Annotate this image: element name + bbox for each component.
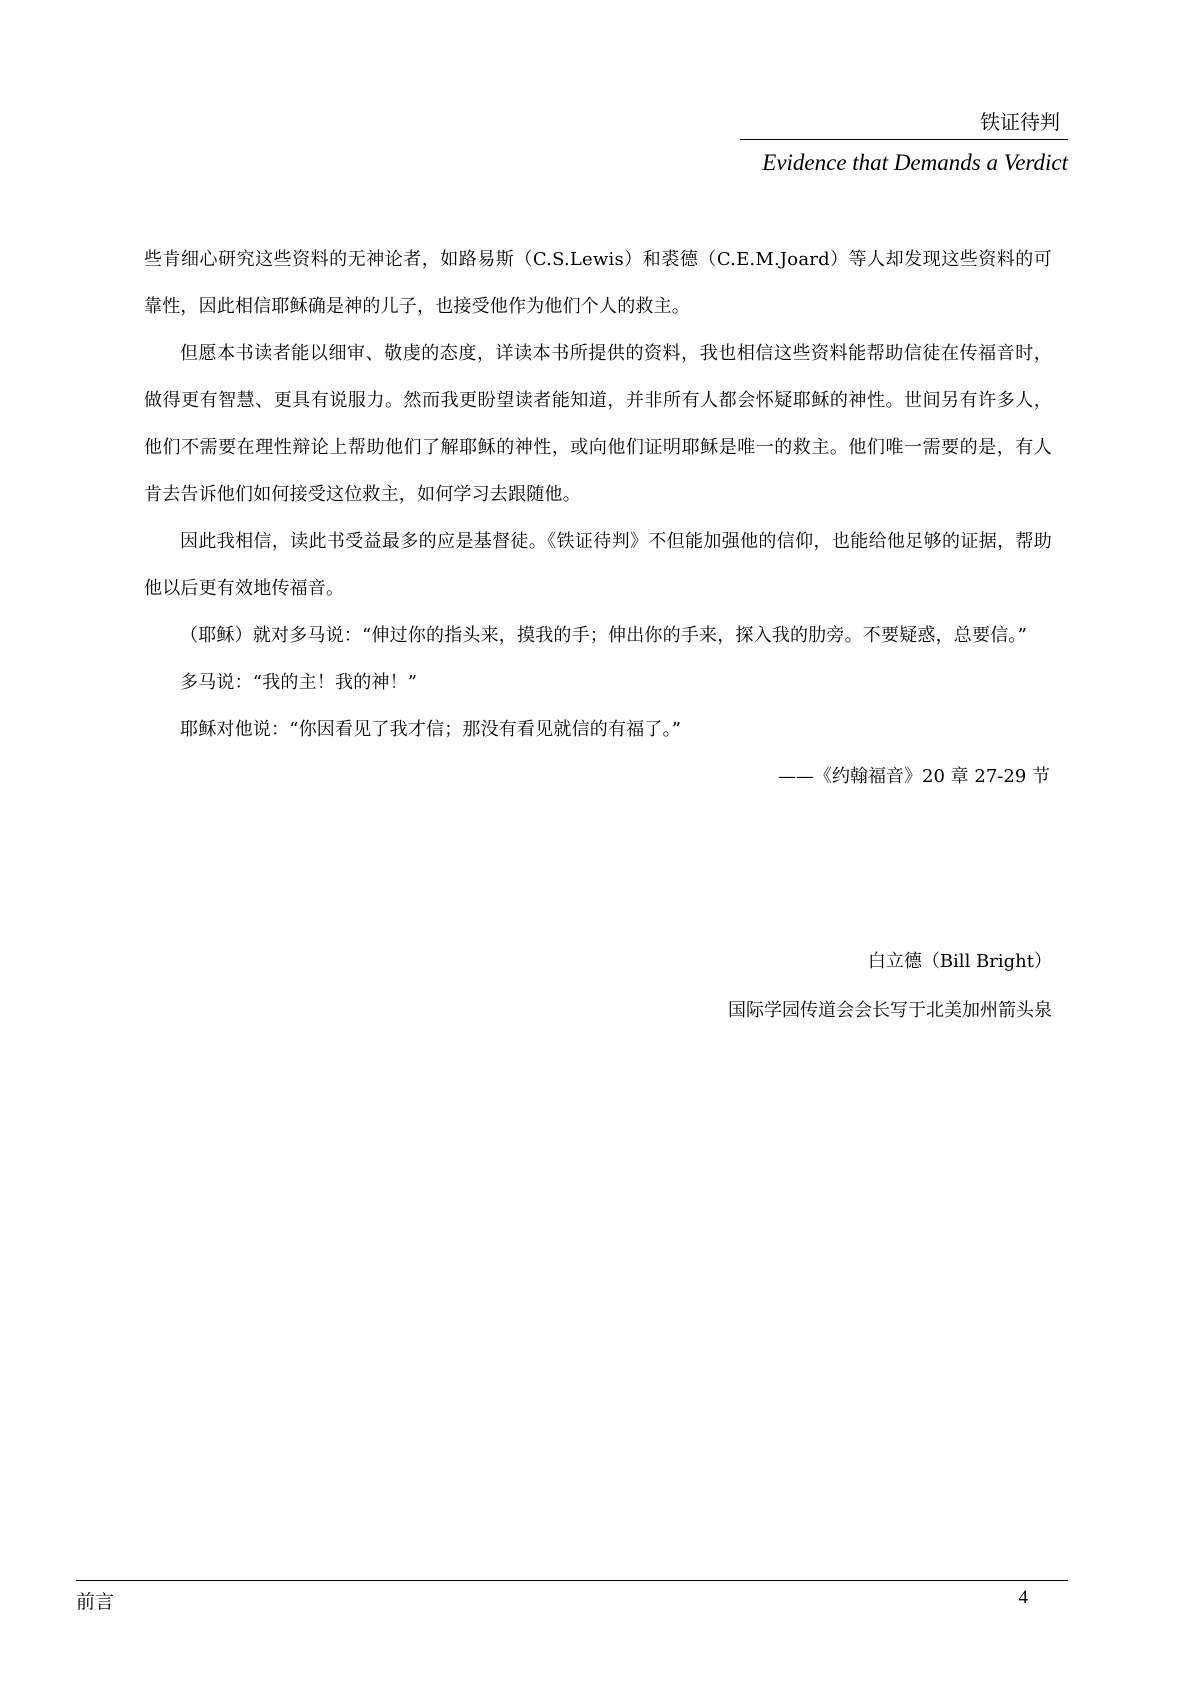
paragraph: 因此我相信，读此书受益最多的应是基督徒。《铁证待判》不但能加强他的信仰，也能给他足够的证据，帮助他以后更有效地传福音。 — [144, 531, 1052, 599]
page-number: 4 — [1018, 1587, 1028, 1608]
header-divider — [740, 139, 1068, 140]
scripture-citation: ——《约翰福音》20 章 27-29 节 — [778, 766, 1050, 787]
scripture-quote: （耶稣）就对多马说：“伸过你的指头来，摸我的手；伸出你的手来，探入我的肋旁。不要疑惑，总要信。” — [180, 625, 1027, 646]
book-title: 铁证待判 — [980, 110, 1060, 134]
page-footer — [76, 1580, 1068, 1614]
author-name: 白立德（Bill Bright） — [867, 951, 1052, 972]
body-text — [144, 236, 1052, 800]
scripture-quote: 多马说：“我的主！我的神！” — [180, 672, 418, 693]
paragraph: 但愿本书读者能以细审、敬虔的态度，详读本书所提供的资料，我也相信这些资料能帮助信徒在传福音时，做得更有智慧、更具有说服力。然而我更盼望读者能知道，并非所有人都会怀疑耶稣的神性。世间另有许多人，他们不需要在理性辩论上帮助他们了解耶稣的神性，或向他们证明耶稣是唯一的救主。他们唯一需要的是，有人肯去告诉他们如何接受这位救主，如何学习去跟随他。 — [144, 343, 1052, 505]
paragraph-continued: 些肯细心研究这些资料的无神论者，如路易斯（C.S.Lewis）和裘德（C.E.M.Joard）等人却发现这些资料的可靠性，因此相信耶稣确是神的儿子，也接受他作为他们个人的救主。 — [144, 249, 1052, 317]
author-title: 国际学园传道会会长写于北美加州箭头泉 — [728, 1000, 1052, 1021]
footer-divider — [76, 1580, 1068, 1581]
scripture-quote: 耶稣对他说：“你因看见了我才信；那没有看见就信的有福了。” — [180, 719, 682, 740]
book-subtitle: Evidence that Demands a Verdict — [762, 150, 1068, 175]
section-name: 前言 — [76, 1591, 115, 1613]
page-header — [740, 105, 1068, 178]
